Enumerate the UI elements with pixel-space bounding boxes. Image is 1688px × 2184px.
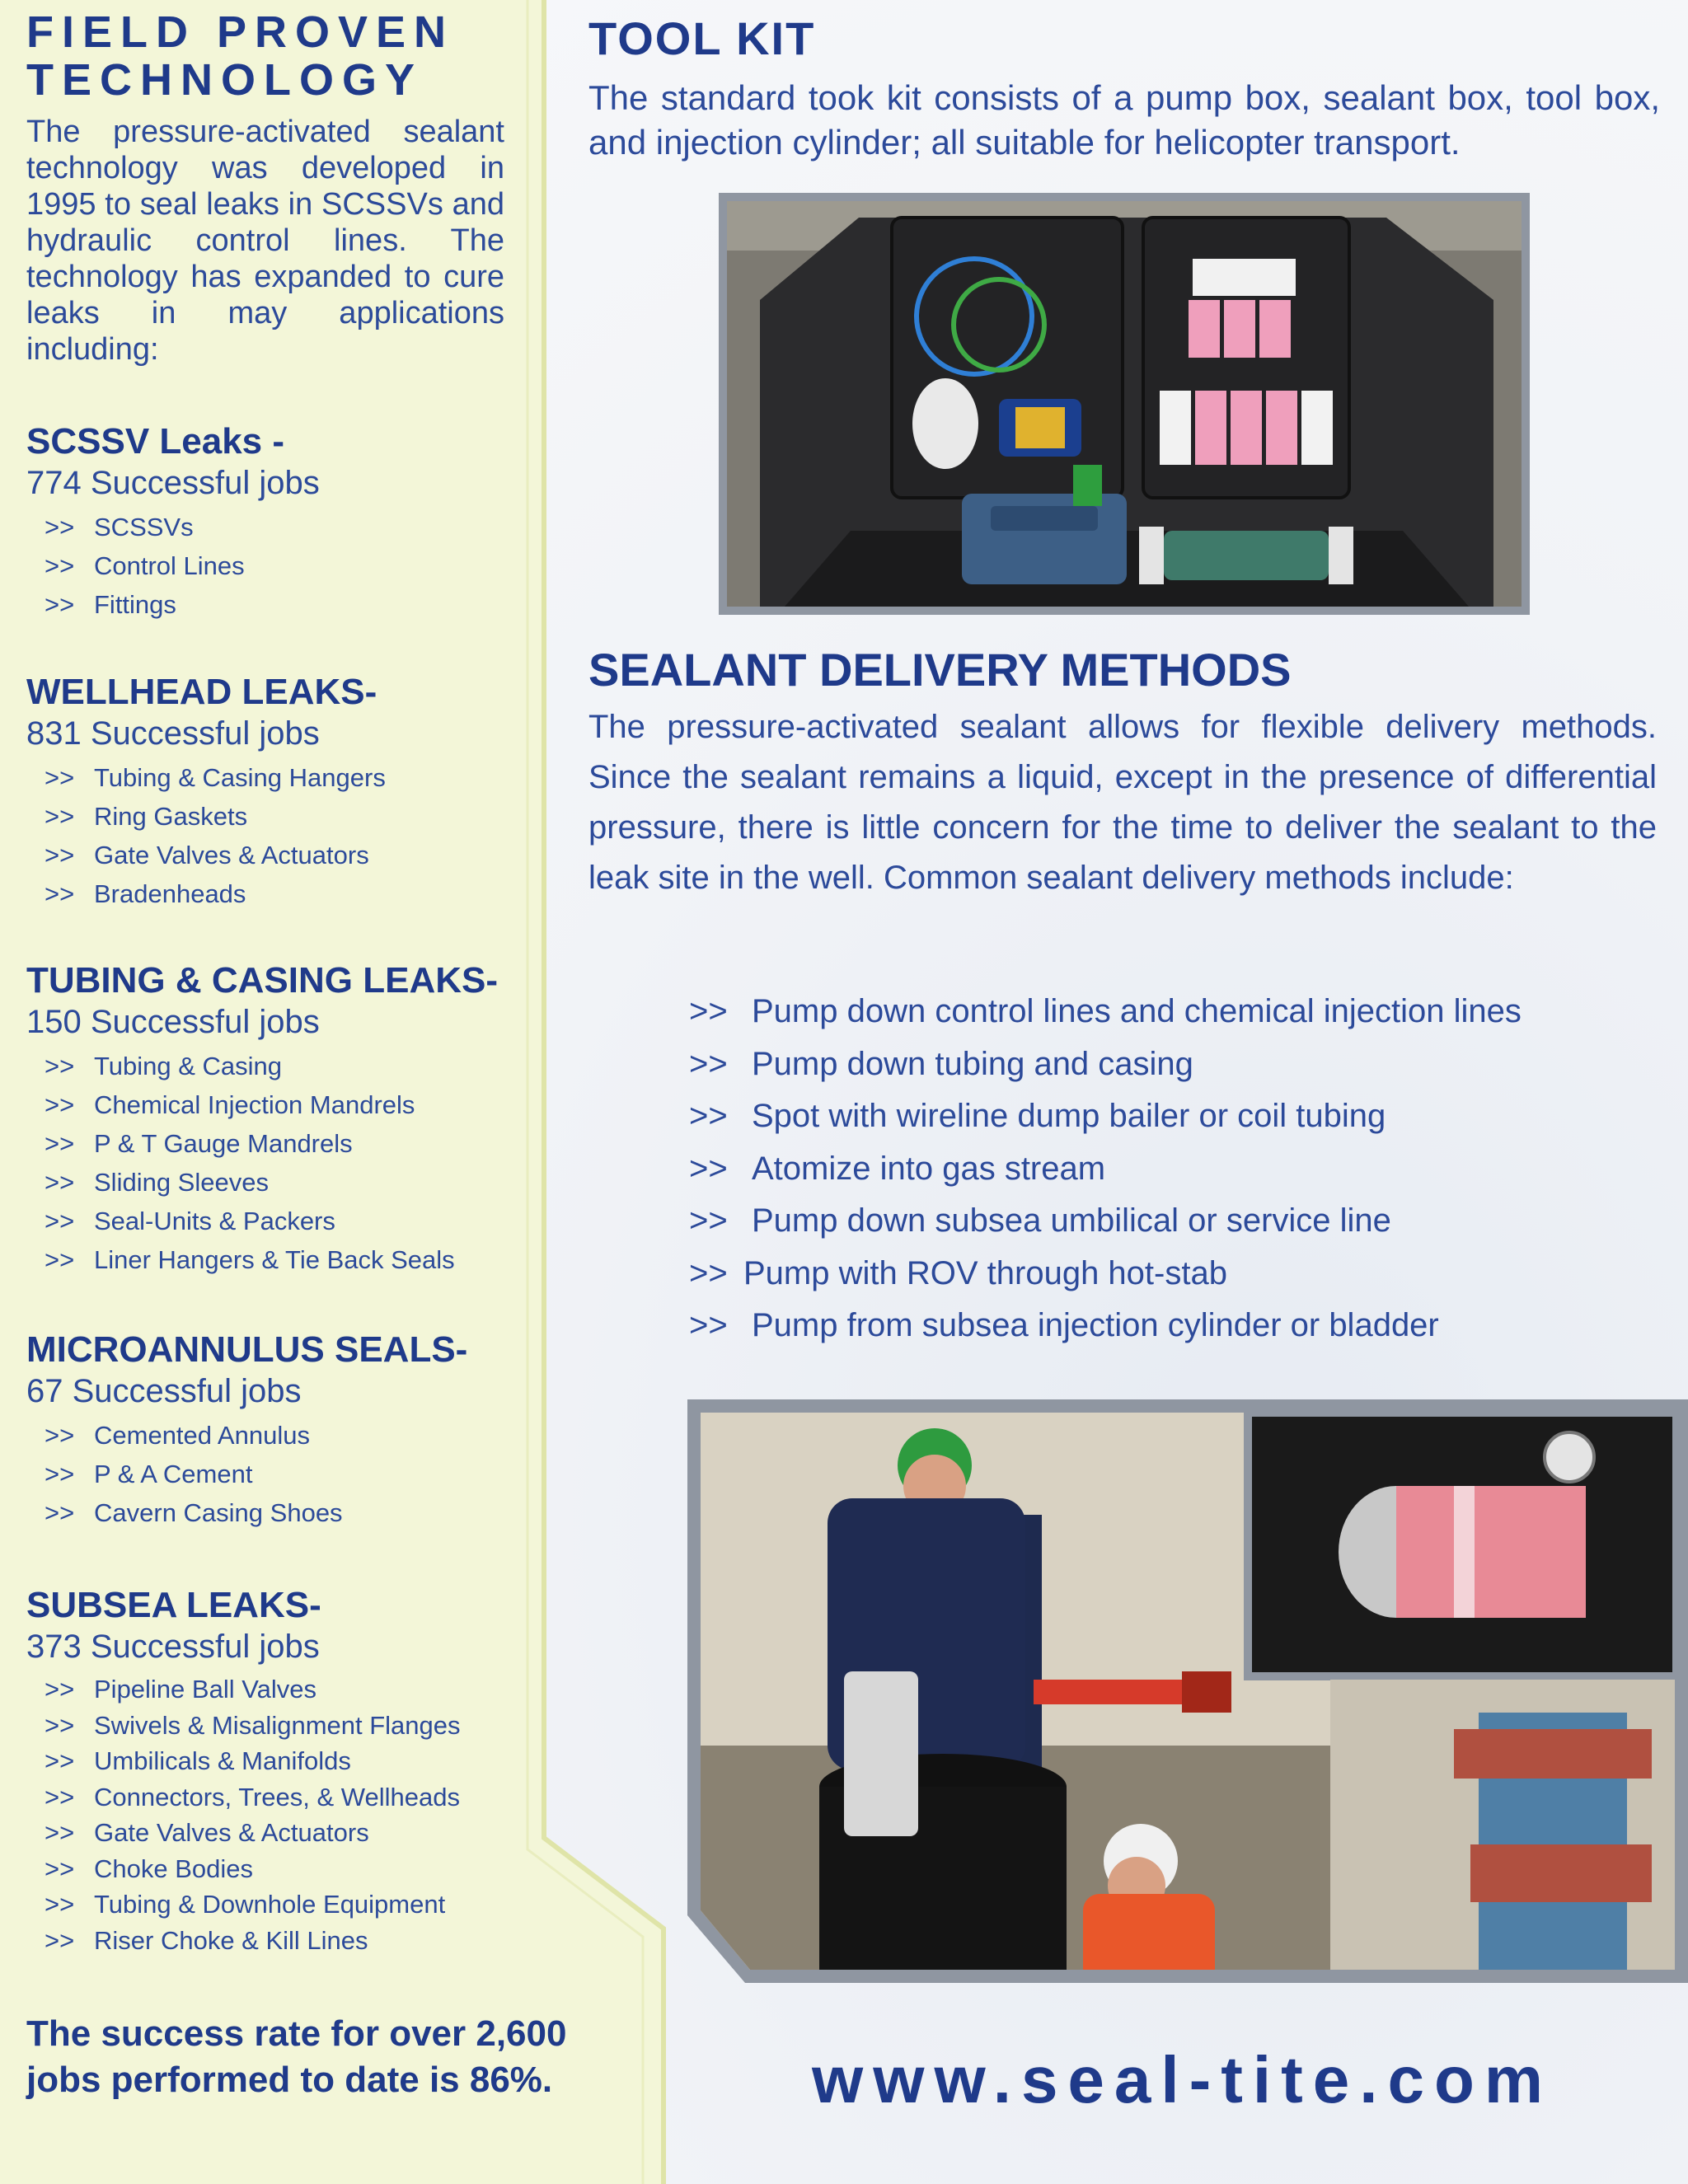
method-label: Pump down control lines and chemical injection lines <box>752 993 1522 1029</box>
field-photo-collage <box>687 1399 1688 1983</box>
section-list <box>26 1416 587 1532</box>
arrow-icon: >> <box>689 1307 728 1343</box>
delivery-text: The pressure-activated sealant allows for flexible delivery methods. Since the sealant remains a liquid, except in the presence of differential pressure, there is little concern for the time to deliver the sealant to the leak site in the well. Common sealant delivery methods include: <box>588 709 1657 896</box>
arrow-icon: >> <box>45 1890 75 1919</box>
list-item-label: Bradenheads <box>94 879 246 908</box>
section-tubing-casing <box>26 959 587 1279</box>
list-item <box>45 836 587 874</box>
success-rate-note <box>26 2011 636 2103</box>
success-line-2: jobs performed to date is 86%. <box>26 2060 553 2100</box>
success-line-1: The success rate for over 2,600 <box>26 2013 567 2054</box>
section-heading: SUBSEA LEAKS- <box>26 1585 321 1625</box>
list-item <box>45 1416 587 1455</box>
list-item-label: Fittings <box>94 590 176 619</box>
arrow-icon: >> <box>689 993 728 1029</box>
list-item-label: Gate Valves & Actuators <box>94 841 369 869</box>
section-microannulus <box>26 1329 587 1532</box>
list-item <box>45 1493 587 1532</box>
delivery-methods-list <box>689 986 1522 1352</box>
delivery-heading: SEALANT DELIVERY METHODS <box>588 644 1292 696</box>
list-item-label: Tubing & Casing <box>94 1052 283 1080</box>
list-item <box>45 1851 587 1887</box>
arrow-icon: >> <box>45 763 75 792</box>
list-item-label: Chemical Injection Mandrels <box>94 1090 415 1119</box>
arrow-icon: >> <box>45 1245 75 1274</box>
list-item <box>45 1708 587 1744</box>
title-line-2: TECHNOLOGY <box>26 55 424 105</box>
section-scssv <box>26 420 587 624</box>
list-item-label: SCSSVs <box>94 513 194 541</box>
list-item-label: P & A Cement <box>94 1460 253 1488</box>
arrow-icon: >> <box>45 1129 75 1158</box>
list-item <box>45 1779 587 1816</box>
section-heading: WELLHEAD LEAKS- <box>26 672 377 712</box>
list-item <box>45 585 587 624</box>
arrow-icon: >> <box>45 1675 75 1704</box>
list-item <box>689 1038 1522 1091</box>
arrow-icon: >> <box>689 1150 728 1187</box>
list-item <box>45 1923 587 1959</box>
section-list <box>26 1047 587 1279</box>
list-item <box>689 986 1522 1038</box>
section-list <box>26 1671 587 1958</box>
page-title <box>26 8 504 104</box>
section-count: 67 Successful jobs <box>26 1373 302 1409</box>
arrow-icon: >> <box>45 1498 75 1527</box>
arrow-icon: >> <box>45 1782 75 1811</box>
list-item-label: Tubing & Downhole Equipment <box>94 1890 446 1919</box>
list-item-label: Cavern Casing Shoes <box>94 1498 343 1527</box>
arrow-icon: >> <box>689 1202 728 1239</box>
section-list <box>26 758 587 913</box>
list-item-label: Sliding Sleeves <box>94 1168 269 1197</box>
list-item <box>45 508 587 546</box>
section-heading: SCSSV Leaks - <box>26 421 285 462</box>
list-item <box>45 1815 587 1851</box>
list-item-label: Swivels & Misalignment Flanges <box>94 1710 461 1740</box>
arrow-icon: >> <box>689 1254 728 1291</box>
list-item-label: Choke Bodies <box>94 1854 254 1883</box>
list-item <box>45 1455 587 1493</box>
list-item <box>689 1248 1522 1301</box>
list-item <box>45 1202 587 1240</box>
list-item <box>45 874 587 913</box>
list-item-label: Riser Choke & Kill Lines <box>94 1925 368 1955</box>
truck-bed-illustration <box>727 201 1522 607</box>
list-item <box>45 546 587 585</box>
section-heading: TUBING & CASING LEAKS- <box>26 960 498 1001</box>
method-label: Pump from subsea injection cylinder or bladder <box>752 1307 1439 1343</box>
section-count: 150 Successful jobs <box>26 1004 320 1040</box>
tool-kit-text: The standard took kit consists of a pump box, sealant box, tool box, and injection cylinder; all suitable for helicopter transport. <box>588 78 1660 162</box>
list-item <box>45 1240 587 1279</box>
list-item-label: P & T Gauge Mandrels <box>94 1129 353 1158</box>
arrow-icon: >> <box>45 1207 75 1235</box>
section-count: 373 Successful jobs <box>26 1629 320 1665</box>
arrow-icon: >> <box>45 1818 75 1847</box>
method-label: Spot with wireline dump bailer or coil tubing <box>752 1098 1386 1134</box>
section-count: 774 Successful jobs <box>26 465 320 501</box>
arrow-icon: >> <box>45 1090 75 1119</box>
list-item-label: Connectors, Trees, & Wellheads <box>94 1782 460 1811</box>
tool-kit-photo <box>719 193 1530 615</box>
title-line-1: FIELD PROVEN <box>26 7 455 57</box>
section-list <box>26 508 587 624</box>
list-item <box>45 758 587 797</box>
intro-block <box>26 8 504 368</box>
list-item-label: Ring Gaskets <box>94 802 248 831</box>
arrow-icon: >> <box>45 590 75 619</box>
list-item <box>45 1085 587 1124</box>
arrow-icon: >> <box>45 1421 75 1450</box>
list-item <box>45 1671 587 1708</box>
arrow-icon: >> <box>689 1098 728 1134</box>
list-item-label: Umbilicals & Manifolds <box>94 1746 351 1775</box>
arrow-icon: >> <box>45 1460 75 1488</box>
method-label: Pump down tubing and casing <box>752 1045 1193 1082</box>
list-item <box>45 1886 587 1923</box>
list-item-label: Liner Hangers & Tie Back Seals <box>94 1245 455 1274</box>
website-url[interactable]: www.seal-tite.com <box>812 2043 1553 2116</box>
section-count: 831 Successful jobs <box>26 715 320 752</box>
section-heading: MICROANNULUS SEALS- <box>26 1329 468 1370</box>
section-wellhead <box>26 671 587 913</box>
method-label: Atomize into gas stream <box>752 1150 1106 1187</box>
list-item <box>45 797 587 836</box>
tool-kit-heading: TOOL KIT <box>588 12 816 64</box>
list-item <box>45 1163 587 1202</box>
list-item-label: Cemented Annulus <box>94 1421 310 1450</box>
arrow-icon: >> <box>45 1168 75 1197</box>
intro-text: The pressure-activated sealant technology was developed in 1995 to seal leaks in SCSSVs and hydraulic control lines. The technology has expanded to cure leaks in may applications including: <box>26 115 504 367</box>
list-item-label: Tubing & Casing Hangers <box>94 763 386 792</box>
arrow-icon: >> <box>45 802 75 831</box>
section-subsea <box>26 1584 587 1958</box>
arrow-icon: >> <box>45 551 75 580</box>
list-item-label: Gate Valves & Actuators <box>94 1818 369 1847</box>
list-item-label: Seal-Units & Packers <box>94 1207 335 1235</box>
arrow-icon: >> <box>45 1925 75 1955</box>
arrow-icon: >> <box>689 1045 728 1082</box>
list-item <box>689 1143 1522 1196</box>
list-item <box>689 1195 1522 1248</box>
list-item <box>45 1124 587 1163</box>
arrow-icon: >> <box>45 1746 75 1775</box>
method-label: Pump with ROV through hot-stab <box>743 1254 1227 1291</box>
list-item-label: Pipeline Ball Valves <box>94 1675 316 1704</box>
arrow-icon: >> <box>45 513 75 541</box>
arrow-icon: >> <box>45 1052 75 1080</box>
list-item <box>689 1300 1522 1352</box>
arrow-icon: >> <box>45 841 75 869</box>
arrow-icon: >> <box>45 1854 75 1883</box>
list-item-label: Control Lines <box>94 551 245 580</box>
arrow-icon: >> <box>45 1710 75 1740</box>
method-label: Pump down subsea umbilical or service line <box>752 1202 1391 1239</box>
list-item <box>689 1090 1522 1143</box>
list-item <box>45 1047 587 1085</box>
arrow-icon: >> <box>45 879 75 908</box>
list-item <box>45 1743 587 1779</box>
